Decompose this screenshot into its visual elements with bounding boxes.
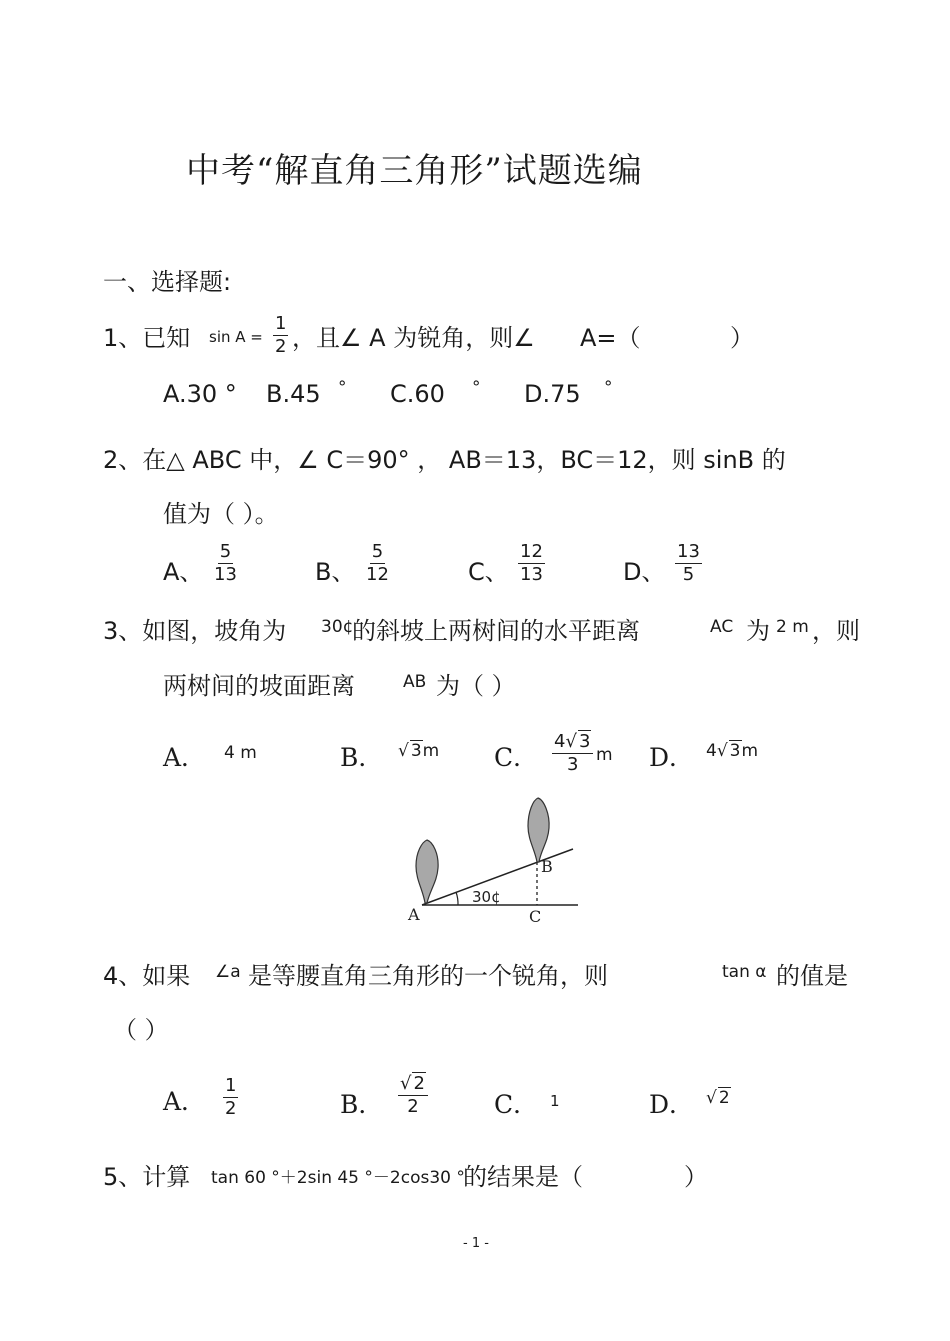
q1-option-a: A.30 °	[163, 380, 237, 408]
q5-expression: tan 60 °＋2sin 45 °－2cos30 °	[211, 1168, 465, 1188]
point-label-c: C	[529, 907, 542, 926]
q1-frac-den: 2	[275, 336, 287, 357]
q2-option-b-label: B、	[315, 558, 356, 586]
q2-option-b-frac	[364, 541, 391, 586]
q2-line1: 2、在△ ABC 中，∠ C＝90° ， AB＝13，BC＝12，则 sinB 的	[103, 446, 786, 474]
q1-option-b: B.45	[266, 380, 321, 408]
coef: 4	[706, 741, 717, 761]
frac-den: 13	[520, 564, 543, 585]
radicand: 3	[410, 741, 422, 761]
sqrt-icon: √ 2	[706, 1088, 730, 1108]
coef: 4	[554, 731, 566, 752]
frac-den: 5	[682, 564, 695, 585]
frac-num: 5	[371, 541, 384, 562]
frac-den: 3	[566, 754, 579, 775]
q3-option-d-value	[706, 741, 758, 761]
tree-icon	[528, 798, 549, 862]
q3-option-d-label: D．	[649, 743, 695, 772]
q1-stem: 1、已知	[103, 324, 191, 352]
q4-option-d-label: D．	[649, 1090, 695, 1119]
q3-option-c-unit: m	[596, 745, 613, 765]
frac-num	[398, 1073, 428, 1096]
q1-option-d-degree: °	[604, 378, 613, 398]
q3-wei: 为	[746, 617, 770, 645]
frac-den: 2	[407, 1096, 419, 1117]
q3-option-a-value: 4 m	[224, 743, 257, 763]
q4-line2: （ ）	[113, 1016, 169, 1044]
radicand: 2	[413, 1073, 425, 1094]
q3-ze: ，则	[812, 617, 860, 645]
q3-dist: 2 m	[776, 617, 809, 637]
sqrt-icon: √ 3	[716, 741, 741, 761]
q2-option-a-frac	[212, 541, 239, 586]
q1-option-c: C.60	[390, 380, 445, 408]
q4-line1b: 是等腰直角三角形的一个锐角，则	[248, 962, 608, 990]
frac-num: 5	[219, 541, 232, 562]
radicand: 3	[729, 741, 741, 761]
q4-option-a-label: A．	[163, 1087, 207, 1116]
q5-stem: 5、计算	[103, 1163, 191, 1191]
q3-ac: AC	[710, 617, 734, 637]
q3-line1a: 3、如图，坡角为	[103, 617, 287, 645]
angle-label: 30¢	[472, 888, 501, 906]
q2-option-a-label: A、	[163, 558, 204, 586]
q3-line2: 两树间的坡面距离	[163, 672, 355, 700]
radicand: 3	[578, 731, 591, 752]
q1-option-b-degree: °	[338, 378, 347, 398]
q4-line1c: 的值是	[776, 962, 848, 990]
q2-option-d-frac	[675, 541, 702, 586]
q1-option-c-degree: °	[472, 378, 481, 398]
q5-rest: 的结果是（	[463, 1163, 583, 1191]
q3-option-b-value	[398, 741, 439, 761]
sqrt-icon: √ 2	[400, 1073, 425, 1094]
page-number: - 1 -	[463, 1236, 489, 1251]
slope-diagram	[400, 790, 590, 930]
q1-rest: ，且∠ A 为锐角，则∠	[292, 324, 535, 352]
section-heading: 一、选择题:	[103, 268, 232, 296]
q4-option-c-value: 1	[550, 1092, 560, 1110]
q4-option-a-frac	[223, 1075, 238, 1120]
frac-num: 12	[520, 541, 543, 562]
frac-num: 13	[677, 541, 700, 562]
sqrt-icon: √ 3	[398, 741, 422, 761]
q4-option-d-value	[706, 1088, 731, 1108]
q2-option-c-label: C、	[468, 558, 509, 586]
q1-fraction	[273, 313, 288, 358]
q1-close: ）	[730, 324, 754, 352]
frac-den: 13	[214, 564, 237, 585]
q3-line2b: 为（ ）	[436, 672, 516, 700]
q2-line2: 值为（ ）。	[163, 500, 279, 528]
page-title: 中考“解直角三角形”试题选编	[186, 151, 643, 191]
q4-line1a: 4、如果	[103, 962, 191, 990]
q1-frac-num: 1	[275, 313, 287, 334]
q1-option-d: D.75	[524, 380, 581, 408]
q3-option-c-label: C．	[494, 743, 539, 772]
q3-line1b: 的斜坡上两树间的水平距离	[352, 617, 640, 645]
radicand: 2	[718, 1088, 730, 1108]
sqrt-icon: √ 3	[565, 731, 591, 752]
q1-tail: A=（	[580, 324, 641, 352]
point-label-b: B	[541, 857, 553, 876]
angle-arc	[456, 892, 458, 905]
frac-num: 1	[225, 1075, 237, 1096]
frac-den: 2	[225, 1098, 237, 1119]
point-label-a: A	[408, 905, 420, 924]
q2-option-d-label: D、	[623, 558, 666, 586]
unit: m	[741, 741, 759, 761]
q3-option-c-frac	[552, 731, 593, 776]
unit: m	[422, 741, 440, 761]
q5-close: ）	[684, 1163, 708, 1191]
frac-den: 12	[366, 564, 389, 585]
q4-angle: ∠a	[215, 962, 241, 982]
q3-option-a-label: A．	[163, 743, 207, 772]
q2-option-c-frac	[518, 541, 545, 586]
q3-ab: AB	[403, 672, 427, 692]
q4-option-b-frac	[398, 1073, 428, 1118]
q4-tan: tan α	[722, 962, 767, 982]
q3-angle: 30¢	[321, 617, 354, 637]
q3-option-b-label: B．	[340, 743, 384, 772]
frac-num	[552, 731, 593, 754]
q4-option-c-label: C．	[494, 1090, 539, 1119]
q1-formula: sin A =	[209, 328, 263, 346]
tree-icon	[416, 840, 438, 903]
q4-option-b-label: B．	[340, 1090, 384, 1119]
